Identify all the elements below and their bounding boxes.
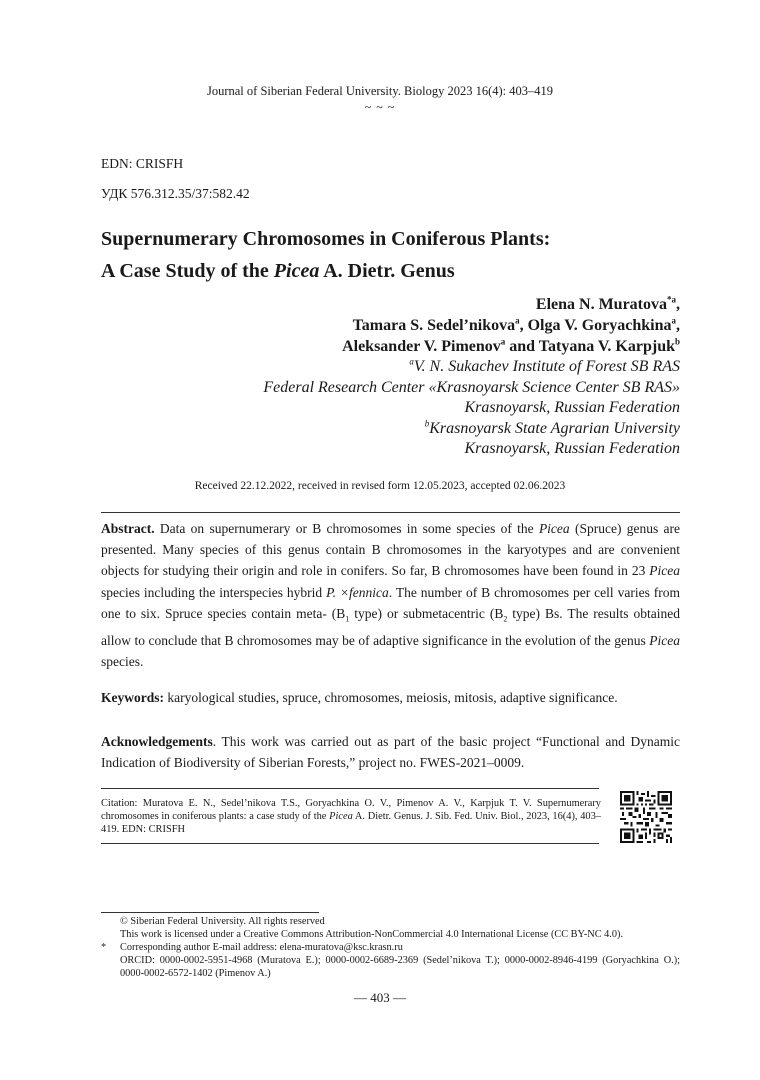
footnotes bbox=[101, 915, 680, 980]
qr-code-icon[interactable] bbox=[620, 791, 672, 843]
header-ornament: ~ ~ ~ bbox=[364, 100, 396, 114]
paper-title bbox=[101, 223, 550, 287]
affiliation-b-line-1: $^b$Krasnoyarsk State Agrarian University bbox=[424, 418, 680, 437]
affiliation-a-line-1: $^a$V. N. Sukachev Institute of Forest SB RAS bbox=[409, 356, 680, 375]
acknowledgements: Acknowledgements. This work was carried out as part of the basic project “Functional and Dynamic Indication of Biodiversity of Siberian Forests,” project no. FWES-2021–0009. bbox=[101, 734, 680, 770]
author-line-3: Aleksander V. Pimenov$^a$ and Tatyana V. Karpjuk$^b$ bbox=[342, 336, 680, 355]
journal-header: Journal of Siberian Federal University. Biology 2023 16(4): 403–419 bbox=[206, 84, 553, 98]
footnote-orcid: ORCID: 0000-0002-5951-4968 (Muratova E.); 0000-0002-6689-2369 (Sedel’nikova T.); 0000-0002-8946-4199 (Goryachkina O.); 0000-0002-6572-1402 (Pimenov A.) bbox=[120, 955, 680, 979]
author-line-1: Elena N. Muratova$^{*a}$, bbox=[535, 294, 680, 313]
page-number: — 403 — bbox=[354, 990, 406, 1005]
affiliation-b-line-2: Krasnoyarsk, Russian Federation bbox=[464, 440, 680, 457]
udk-code: УДК 576.312.35/37:582.42 bbox=[101, 186, 250, 201]
affiliation-a-line-2: Federal Research Center «Krasnoyarsk Science Center SB RAS» bbox=[263, 378, 680, 396]
keywords: Keywords: karyological studies, spruce, chromosomes, meiosis, mitosis, adaptive significance. bbox=[101, 690, 618, 705]
footnote-copyright: © Siberian Federal University. All rights reserved bbox=[120, 916, 325, 927]
author-line-2: Tamara S. Sedel’nikova$^a$, Olga V. Goryachkina$^a$, bbox=[352, 315, 680, 334]
footnote-license: This work is licensed under a Creative Commons Attribution-NonCommercial 4.0 International License (CC BY-NC 4.0). bbox=[120, 929, 624, 940]
received-dates: Received 22.12.2022, received in revised form 12.05.2023, accepted 02.06.2023 bbox=[194, 480, 566, 492]
footnote-divider bbox=[101, 912, 319, 913]
author-list bbox=[342, 294, 680, 357]
divider bbox=[101, 843, 599, 844]
affiliation-a-line-3: Krasnoyarsk, Russian Federation bbox=[464, 399, 680, 416]
divider bbox=[101, 788, 599, 789]
affiliations bbox=[263, 357, 680, 460]
divider bbox=[101, 512, 680, 513]
title-line-2: A Case Study of the Picea A. Dietr. Genus bbox=[101, 260, 455, 282]
footnote-corresponding: * Corresponding author E-mail address: elena-muratova@ksc.krasn.ru bbox=[101, 942, 403, 953]
edn-code: EDN: CRISFH bbox=[101, 156, 184, 171]
title-line-1: Supernumerary Chromosomes in Coniferous Plants: bbox=[101, 228, 551, 250]
citation: Citation: Muratova E. N., Sedel’nikova T.S., Goryachkina O. V., Pimenov A. V., Karpjuk T. V. Supernumerary chromosomes in coniferous plants: a case study of the Picea A. Dietr. Genus. J. Sib. Fed. Univ. Biol., 2023, 16(4), 403–419. EDN: CRISFH bbox=[101, 798, 601, 836]
abstract: Abstract. Data on supernumerary or B chromosomes in some species of the Picea (Spruce) genus are presented. Many species of this genus contain B chromosomes in the karyotypes and are convenient objects for studying their origin and role in conifers. So far, B chromosomes have been found in 23 Picea species including the interspecies hybrid P. ×fennica. The number of B chromosomes per cell varies from one to six. Spruce species contain meta- ($B_1$ type) or submetacentric ($B_2$ type) Bs. The results obtained allow to conclude that B chromosomes may be of adaptive significance in the evolution of the genus Picea species. bbox=[101, 521, 681, 669]
